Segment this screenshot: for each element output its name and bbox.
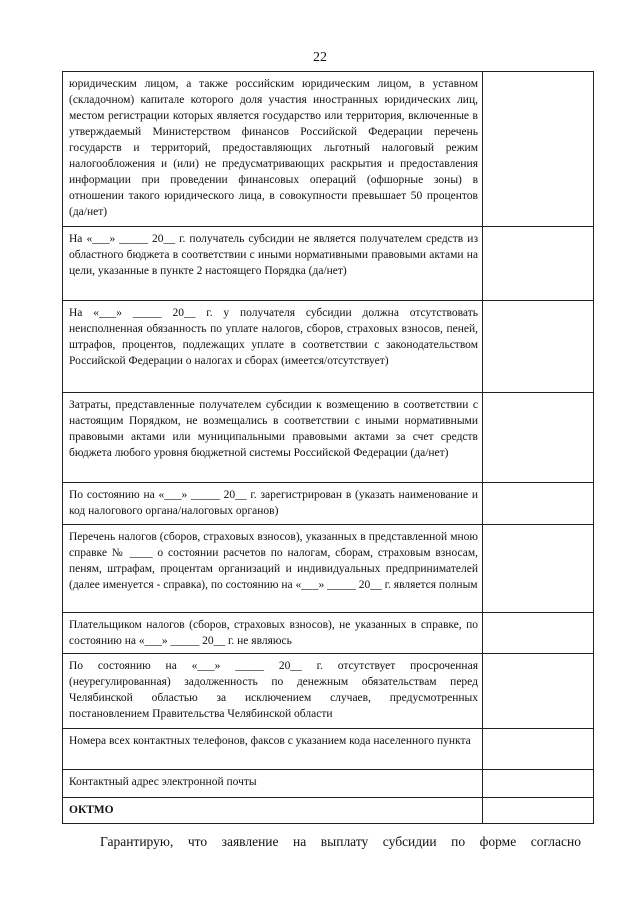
answer-cell[interactable] bbox=[483, 654, 594, 729]
answer-cell[interactable] bbox=[483, 613, 594, 654]
table-row bbox=[63, 798, 594, 824]
table-row bbox=[63, 483, 594, 525]
row-text: Затраты, представленные получателем субсидии к возмещению в соответствии с настоящим Порядком, не возмещались в соответствии с иными нормативными правовыми актами или муниципальными правовыми актами за счет средств бюджета любого уровня бюджетной системы Российской Федерации (да/нет) bbox=[63, 393, 483, 483]
answer-cell[interactable] bbox=[483, 729, 594, 770]
page-number: 22 bbox=[313, 50, 327, 65]
row-text: На «___» _____ 20__ г. у получателя субсидии должна отсутствовать неисполненная обязанность по уплате налогов, сборов, страховых взносов, пеней, штрафов, процентов, подлежащих уплате в соответствии с законодательством Российской Федерации о налогах и сборах (имеется/отсутствует) bbox=[63, 301, 483, 393]
row-text: По состоянию на «___» _____ 20__ г. зарегистрирован в (указать наименование и код налогового органа/налоговых органов) bbox=[63, 483, 483, 525]
row-text: По состоянию на «___» _____ 20__ г. отсутствует просроченная (неурегулированная) задолженность по денежным обязательствам перед Челябинской областью за исключением случаев, предусмотренных постановлением Правительства Челябинской области bbox=[63, 654, 483, 729]
table-row bbox=[63, 654, 594, 729]
answer-cell[interactable] bbox=[483, 393, 594, 483]
continuation-paragraph: Гарантирую, что заявление на выплату субсидии по форме согласно bbox=[100, 834, 581, 849]
answer-cell[interactable] bbox=[483, 770, 594, 798]
table-row bbox=[63, 393, 594, 483]
row-text: Номера всех контактных телефонов, факсов с указанием кода населенного пункта bbox=[63, 729, 483, 770]
row-text: юридическим лицом, а также российским юридическим лицом, в уставном (складочном) капитале которого доля участия иностранных юридических лиц, местом регистрации которых является государство или территория, включенные в утверждаемый Министерством финансов Российской Федерации перечень государств и территорий, предоставляющих льготный налоговый режим налогообложения и (или) не предусматривающих раскрытия и предоставления информации при проведении финансовых операций (офшорные зоны) в отношении такого юридического лица, в совокупности превышает 50 процентов (да/нет) bbox=[63, 72, 483, 227]
table-row bbox=[63, 301, 594, 393]
row-text: На «___» _____ 20__ г. получатель субсидии не является получателем средств из областного бюджета в соответствии с иными нормативными правовыми актами на цели, указанные в пункте 2 настоящего Порядка (да/нет) bbox=[63, 227, 483, 301]
row-text: Плательщиком налогов (сборов, страховых взносов), не указанных в справке, по состоянию на «___» _____ 20__ г. не являюсь bbox=[63, 613, 483, 654]
table-row bbox=[63, 770, 594, 798]
answer-cell[interactable] bbox=[483, 483, 594, 525]
table-row bbox=[63, 525, 594, 613]
table-row bbox=[63, 613, 594, 654]
answer-cell[interactable] bbox=[483, 72, 594, 227]
answer-cell[interactable] bbox=[483, 227, 594, 301]
form-table bbox=[62, 71, 594, 824]
answer-cell[interactable] bbox=[483, 301, 594, 393]
row-text: Перечень налогов (сборов, страховых взносов), указанных в представленной мною справке № ____ о состоянии расчетов по налогам, сборам, страховым взносам, пеням, штрафам, процентам организаций и индивидуальных предпринимателей (далее именуется - справка), по состоянию на «___» _____ 20__ г. является полным bbox=[63, 525, 483, 613]
row-text: ОКТМО bbox=[63, 798, 483, 824]
table-row bbox=[63, 227, 594, 301]
answer-cell[interactable] bbox=[483, 798, 594, 824]
answer-cell[interactable] bbox=[483, 525, 594, 613]
table-row bbox=[63, 72, 594, 227]
table-row bbox=[63, 729, 594, 770]
row-text: Контактный адрес электронной почты bbox=[63, 770, 483, 798]
